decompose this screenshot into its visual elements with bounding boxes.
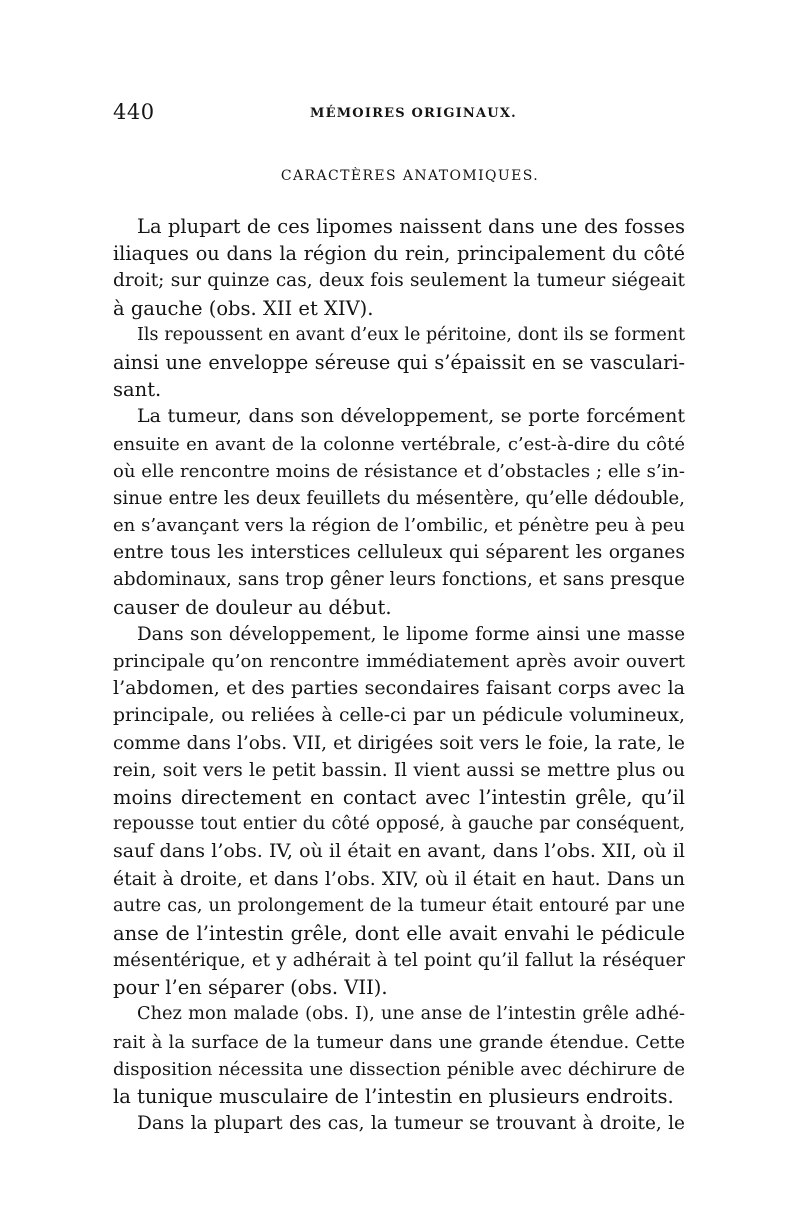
text-line: rait à la surface de la tumeur dans une grande étendue. Cette	[113, 1031, 685, 1053]
text-line: Dans la plupart des cas, la tumeur se trouvant à droite, le	[137, 1113, 685, 1135]
text-line: entre tous les interstices celluleux qui séparent les organes	[113, 542, 685, 564]
text-line: Ils repoussent en avant d’eux le péritoine, dont ils se forment	[137, 324, 685, 345]
text-line: iliaques ou dans la région du rein, principalement du côté	[113, 242, 685, 266]
page-number: 440	[113, 100, 155, 124]
text-line: mésentérique, et y adhérait à tel point qu’il fallut la réséquer	[113, 950, 685, 972]
text-line: abdominaux, sans trop gêner leurs fonctions, et sans presque	[113, 569, 685, 591]
text-line: pour l’en séparer (obs. VII).	[113, 976, 388, 1000]
text-line: où elle rencontre moins de résistance et d’obstacles ; elle s’in-	[113, 460, 685, 482]
section-title	[0, 168, 800, 184]
text-line: disposition nécessita une dissection pénible avec déchirure de	[113, 1058, 685, 1080]
text-line: causer de douleur au début.	[113, 595, 392, 619]
text-line: à gauche (obs. XII et XIV).	[113, 296, 374, 320]
running-head: MÉMOIRES ORIGINAUX.	[310, 106, 517, 121]
text-line: comme dans l’obs. VII, et dirigées soit vers le foie, la rate, le	[113, 732, 685, 754]
text-line: Dans son développement, le lipome forme ainsi une masse	[137, 623, 685, 645]
text-line: sauf dans l’obs. IV, où il était en avant, dans l’obs. XII, où il	[113, 840, 685, 863]
text-line: La plupart de ces lipomes naissent dans une des fosses	[137, 215, 685, 238]
text-line: repousse tout entier du côté opposé, à gauche par conséquent,	[113, 814, 685, 835]
text-line: ensuite en avant de la colonne vertébrale, c’est-à-dire du côté	[113, 433, 685, 455]
text-line: Chez mon malade (obs. I), une anse de l’intestin grêle adhé-	[137, 1004, 685, 1025]
text-line: sinue entre les deux feuillets du mésentère, qu’elle dédouble,	[113, 487, 685, 509]
text-line: rein, soit vers le petit bassin. Il vient aussi se mettre plus ou	[113, 759, 685, 781]
text-line: La tumeur, dans son développement, se porte forcément	[137, 405, 685, 428]
text-line: sant.	[113, 378, 162, 402]
text-line: anse de l’intestin grêle, dont elle avait envahi le pédicule	[113, 921, 685, 945]
text-line: principale qu’on rencontre immédiatement après avoir ouvert	[113, 651, 685, 672]
text-line: la tunique musculaire de l’intestin en plusieurs endroits.	[113, 1085, 674, 1108]
text-line: était à droite, et dans l’obs. XIV, où il était en haut. Dans un	[113, 868, 685, 890]
text-line: l’abdomen, et des parties secondaires faisant corps avec la	[113, 677, 685, 700]
text-line: moins directement en contact avec l’intestin grêle, qu’il	[113, 785, 685, 809]
text-line: principale, ou reliées à celle-ci par un pédicule volumineux,	[113, 705, 685, 727]
text-line: droit; sur quinze cas, deux fois seulement la tumeur siégeait	[113, 270, 685, 292]
text-line: ainsi une enveloppe séreuse qui s’épaissit en se vasculari-	[113, 350, 685, 374]
text-line: autre cas, un prolongement de la tumeur était entouré par une	[113, 895, 685, 916]
section-title-text: CARACTÈRES ANATOMIQUES.	[280, 168, 540, 184]
text-line: en s’avançant vers la région de l’ombilic, et pénètre peu à peu	[113, 515, 685, 537]
page-header	[113, 100, 693, 130]
body-text	[113, 213, 685, 1137]
